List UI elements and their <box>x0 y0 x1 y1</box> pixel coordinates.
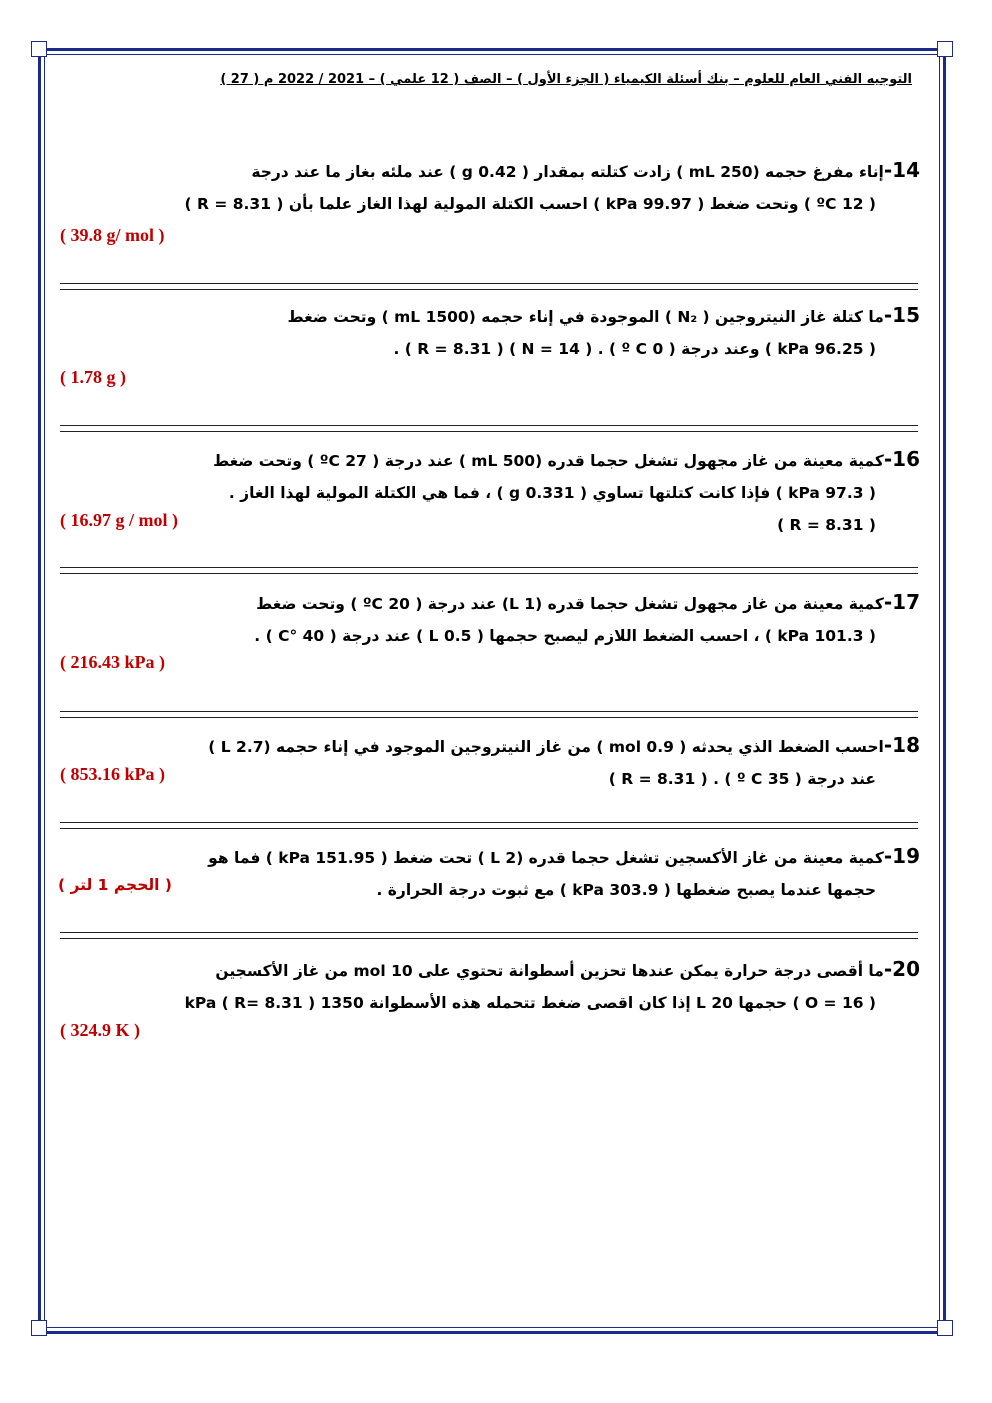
question-number: 15- <box>883 303 920 327</box>
question-text: كمية معينة من غاز مجهول تشغل حجما قدره (1 L) عند درجة ( 20 ºC ) وتحت ضغط <box>256 595 884 613</box>
answer-15: ( 1.78 g ) <box>60 367 126 387</box>
answer-14: ( 39.8 g/ mol ) <box>60 225 165 245</box>
answer-20: ( 324.9 K ) <box>60 1020 140 1040</box>
page-header: التوجيه الفني العام للعلوم – بنك أسئلة الكيمياء ( الجزء الأول ) – الصف ( 12 علمي ) – 2021 / 2022 م ( 27 ) <box>220 72 912 87</box>
separator <box>60 425 918 432</box>
separator <box>60 283 918 290</box>
question-text: احسب الضغط الذي يحدثه ( 0.9 mol ) من غاز النيتروجين الموجود في إناء حجمه (2.7 L ) <box>208 738 884 756</box>
answer-16: ( 16.97 g / mol ) <box>60 510 178 530</box>
question-text: ( 96.25 kPa ) وعند درجة ( 0 º C ) . ( N = 14 ) ( R = 8.31 ) . <box>393 340 876 358</box>
answer-19: ( الحجم 1 لتر ) <box>58 876 172 894</box>
border-corner <box>31 41 47 57</box>
separator <box>60 822 918 829</box>
answer-18: ( 853.16 kPa ) <box>60 764 165 784</box>
question-text: ما أقصى درجة حرارة يمكن عندها تحزين أسطوانة تحتوي على 10 mol من غاز الأكسجين <box>215 962 884 980</box>
border-corner <box>31 1320 47 1336</box>
question-14 <box>58 154 920 220</box>
question-text: ( R = 8.31 ) <box>777 516 876 534</box>
question-19 <box>58 840 920 906</box>
question-17 <box>58 586 920 652</box>
question-text: ما كتلة غاز النيتروجين ( N₂ ) الموجودة في إناء حجمه (1500 mL ) وتحت ضغط <box>287 308 884 326</box>
question-text: ( 101.3 kPa ) ، احسب الضغط اللازم ليصبح حجمها ( 0.5 L ) عند درجة ( 40 °C ) . <box>254 627 876 645</box>
question-number: 14- <box>883 158 920 182</box>
question-text: كمية معينة من غاز مجهول تشغل حجما قدره (500 mL ) عند درجة ( 27 ºC ) وتحت ضغط <box>213 452 884 470</box>
question-15 <box>58 299 920 365</box>
question-text: حجمها عندما يصبح ضغطها ( 303.9 kPa ) مع ثبوت درجة الحرارة . <box>376 881 876 899</box>
question-text: ( O = 16 ) حجمها 20 L إذا كان اقصى ضغط تتحمله هذه الأسطوانة 1350 kPa ( R= 8.31 ) <box>184 994 876 1012</box>
question-number: 17- <box>883 590 920 614</box>
question-number: 18- <box>883 733 920 757</box>
separator <box>60 932 918 939</box>
separator <box>60 711 918 718</box>
page-border-inner <box>44 54 940 1328</box>
question-20 <box>58 953 920 1019</box>
separator <box>60 567 918 574</box>
question-number: 20- <box>883 957 920 981</box>
question-text: كمية معينة من غاز الأكسجين تشغل حجما قدره (2 L ) تحت ضغط ( 151.95 kPa ) فما هو <box>208 849 884 867</box>
question-text: عند درجة ( 35 º C ) . ( R = 8.31 ) <box>608 770 876 788</box>
question-number: 19- <box>883 844 920 868</box>
question-number: 16- <box>883 447 920 471</box>
answer-17: ( 216.43 kPa ) <box>60 652 165 672</box>
border-corner <box>937 41 953 57</box>
border-corner <box>937 1320 953 1336</box>
question-18 <box>58 729 920 795</box>
question-text: ( 12 ºC ) وتحت ضغط ( 99.97 kPa ) احسب الكتلة المولية لهذا الغاز علما بأن ( R = 8.31 ) <box>184 195 876 213</box>
question-text: إناء مفرغ حجمه (250 mL ) زادت كتلته بمقدار ( 0.42 g ) عند ملئه بغاز ما عند درجة <box>251 163 884 181</box>
question-16 <box>58 443 920 541</box>
question-text: ( 97.3 kPa ) فإذا كانت كتلتها تساوي ( 0.331 g ) ، فما هي الكتلة المولية لهذا الغاز . <box>228 484 876 502</box>
